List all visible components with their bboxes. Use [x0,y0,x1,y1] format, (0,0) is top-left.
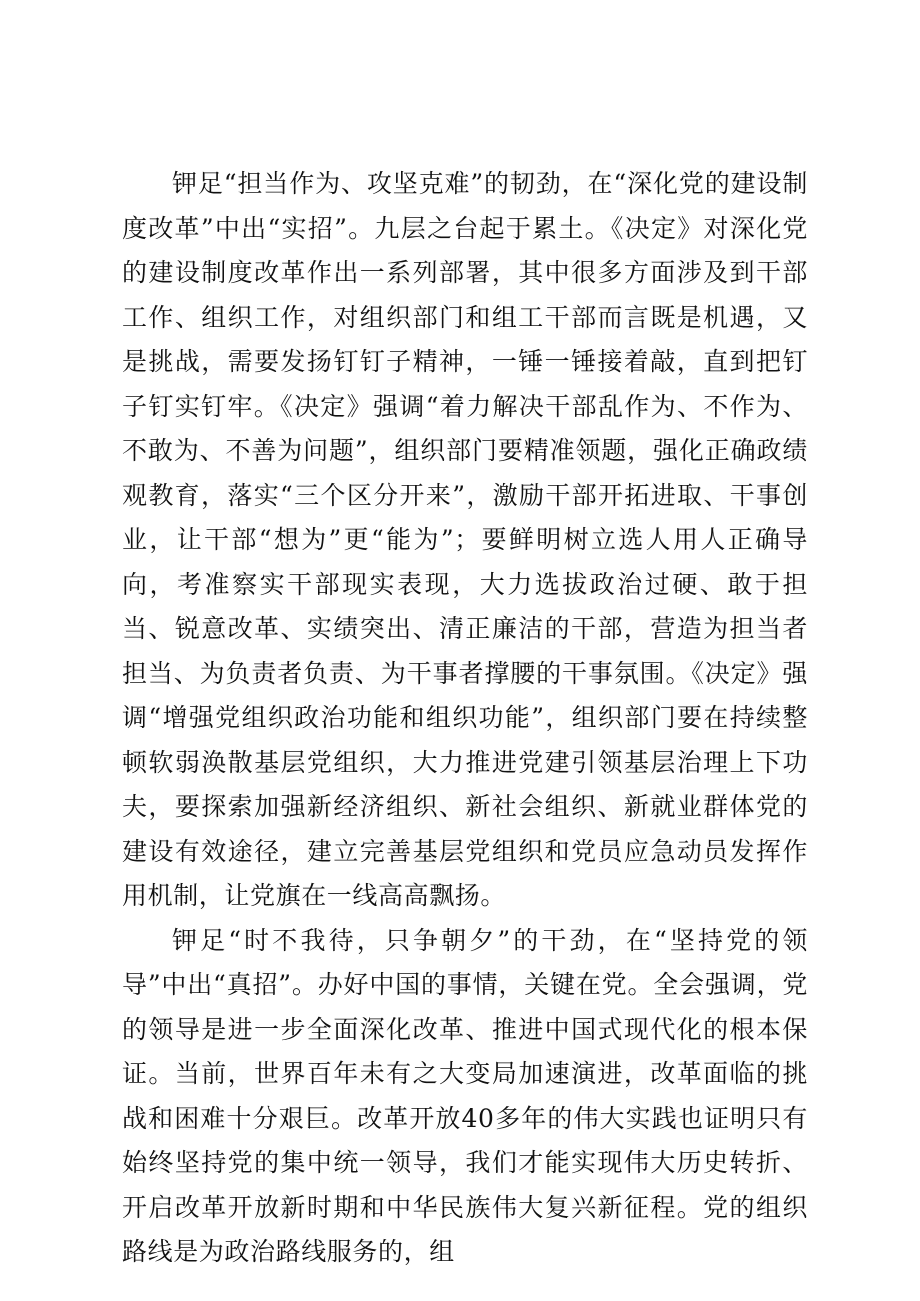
document-body [122,162,808,1275]
paragraph-2: 钾足“时不我待，只争朝夕”的干劲，在“坚持党的领导”中出“真招”。办好中国的事情，关键在党。全会强调，党的领导是进一步全面深化改革、推进中国式现代化的根本保证。当前，世界百年未有之大变局加速演进，改革面临的挑战和困难十分艰巨。改革开放40多年的伟大实践也证明只有始终坚持党的集中统一领导，我们才能实现伟大历史转折、开启改革开放新时期和中华民族伟大复兴新征程。党的组织路线是为政治路线服务的，组 [122,925,808,1266]
paragraph-1: 钾足“担当作为、攻坚克难”的韧劲，在“深化党的建设制度改革”中出“实招”。九层之台起于累土。《决定》对深化党的建设制度改革作出一系列部署，其中很多方面涉及到干部工作、组织工作，对组织部门和组工干部而言既是机遇，又是挑战，需要发扬钉钉子精神，一锤一锤接着敲，直到把钉子钉实钉牢。《决定》强调“着力解决干部乱作为、不作为、不敢为、不善为问题”，组织部门要精准领题，强化正确政绩观教育，落实“三个区分开来”，激励干部开拓进取、干事创业，让干部“想为”更“能为”；要鲜明树立选人用人正确导向，考准察实干部现实表现，大力选拔政治过硬、敢于担当、锐意改革、实绩突出、清正廉洁的干部，营造为担当者担当、为负责者负责、为干事者撑腰的干事氛围。《决定》强调“增强党组织政治功能和组织功能”，组织部门要在持续整顿软弱涣散基层党组织，大力推进党建引领基层治理上下功夫，要探索加强新经济组织、新社会组织、新就业群体党的建设有效途径，建立完善基层党组织和党员应急动员发挥作用机制，让党旗在一线高高飘扬。 [122,169,808,910]
